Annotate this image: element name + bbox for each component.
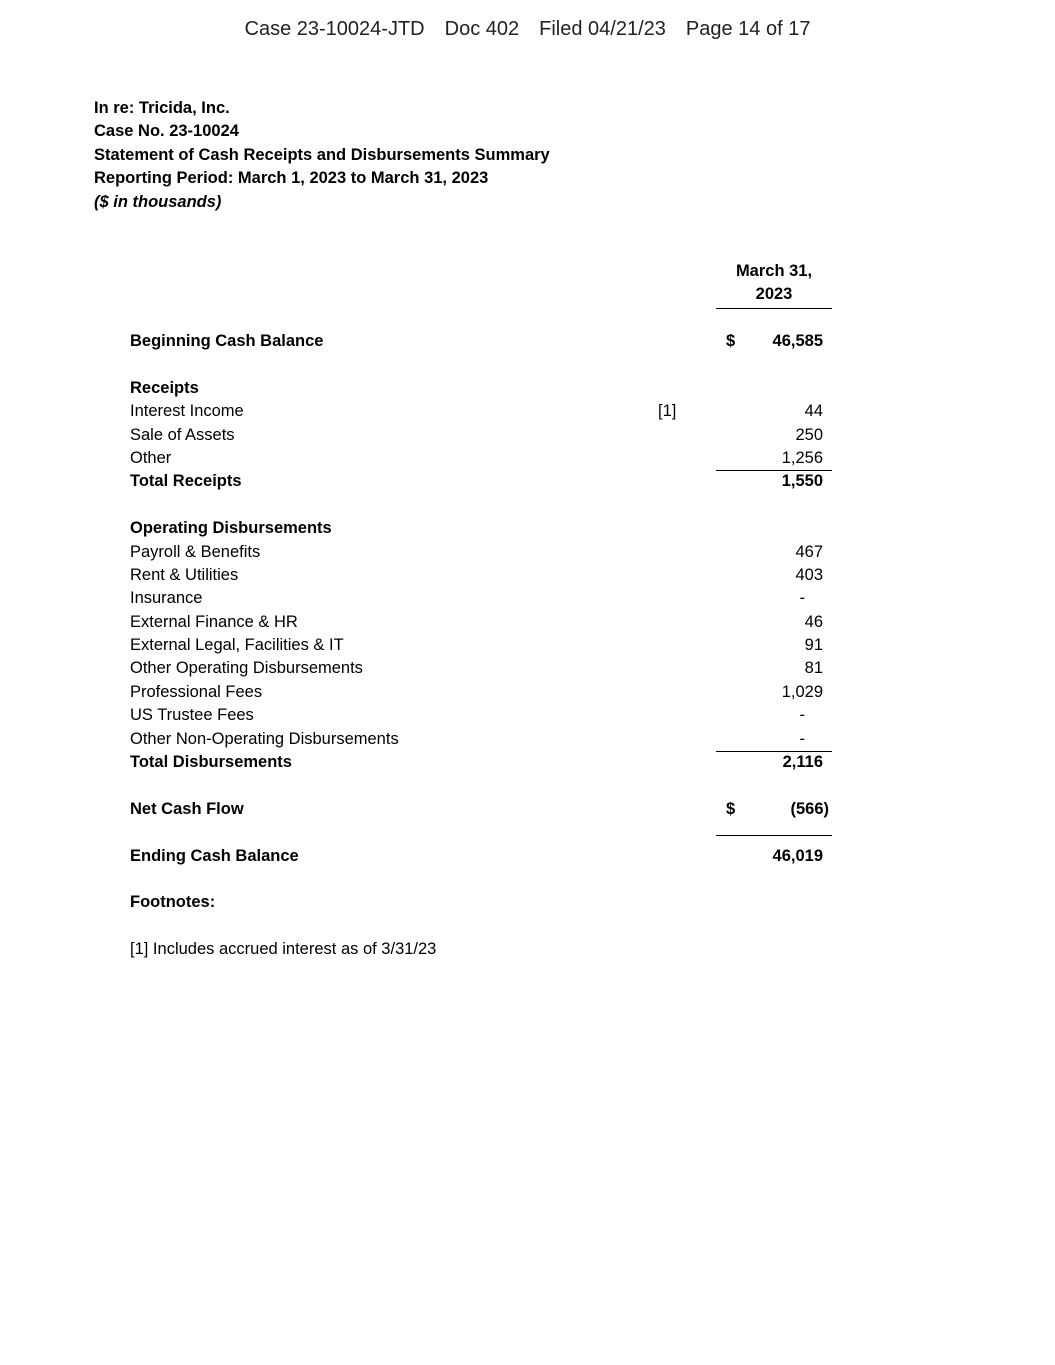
filing-header — [0, 18, 1055, 41]
disbursement-row — [130, 587, 832, 610]
disbursement-row — [130, 541, 832, 564]
receipt-value: 250 — [795, 425, 823, 444]
disbursement-value: 403 — [795, 565, 823, 584]
disbursement-value: 81 — [804, 659, 823, 678]
total-disbursements-label: Total Disbursements — [130, 753, 292, 772]
net-cash-flow-value: (566) — [790, 799, 829, 818]
currency-symbol: $ — [726, 332, 736, 350]
debtor-name: In re: Tricida, Inc. — [94, 99, 230, 117]
filed-date-stamp: Filed 04/21/23 — [539, 18, 666, 40]
reporting-period: Reporting Period: March 1, 2023 to March 31, 2023 — [94, 169, 489, 188]
report-title-block — [94, 97, 550, 214]
statement-title: Statement of Cash Receipts and Disbursements Summary — [94, 145, 550, 164]
case-number: Case No. 23-10024 — [94, 122, 239, 141]
receipt-row — [130, 424, 832, 447]
disbursement-value: 46 — [804, 612, 823, 631]
footnote-reference: [1] — [658, 402, 677, 421]
column-header-month: March 31, — [735, 262, 813, 280]
disbursement-value: 467 — [795, 542, 823, 561]
disbursement-label: Other Operating Disbursements — [130, 659, 363, 678]
receipt-row — [130, 447, 832, 470]
receipt-label: Sale of Assets — [130, 425, 235, 444]
currency-symbol: $ — [726, 799, 736, 818]
total-receipts-row — [130, 470, 832, 493]
disbursements-heading: Operating Disbursements — [130, 519, 332, 538]
footnote-row — [130, 938, 832, 961]
disbursement-label: Professional Fees — [130, 682, 263, 701]
total-receipts-value: 1,550 — [781, 472, 823, 491]
case-number-stamp: Case 23-10024-JTD — [244, 18, 425, 40]
receipt-value: 44 — [804, 402, 823, 421]
net-cash-flow-label: Net Cash Flow — [130, 799, 244, 818]
disbursement-row — [130, 634, 832, 657]
total-disbursements-row — [130, 751, 832, 774]
disbursement-row — [130, 611, 832, 634]
cash-statement-table — [130, 330, 832, 962]
disbursement-row — [130, 728, 832, 751]
beginning-cash-label: Beginning Cash Balance — [130, 332, 324, 350]
disbursement-label: Insurance — [130, 589, 203, 608]
ending-cash-value: 46,019 — [772, 846, 823, 865]
receipt-value: 1,256 — [781, 448, 823, 467]
receipt-row — [130, 400, 832, 423]
disbursement-row — [130, 657, 832, 680]
net-cash-flow-row — [130, 798, 832, 821]
disbursement-row — [130, 564, 832, 587]
disbursement-row — [130, 681, 832, 704]
disbursement-label: External Finance & HR — [130, 612, 298, 631]
ending-cash-label: Ending Cash Balance — [130, 846, 299, 865]
footnote-text: [1] Includes accrued interest as of 3/31/23 — [130, 940, 437, 959]
disbursement-label: Other Non-Operating Disbursements — [130, 729, 399, 748]
ending-cash-row — [130, 845, 832, 868]
period-column-header — [716, 260, 832, 309]
footnotes-heading: Footnotes: — [130, 893, 216, 912]
disbursement-label: US Trustee Fees — [130, 706, 254, 725]
disbursement-label: Rent & Utilities — [130, 565, 239, 584]
disbursement-label: External Legal, Facilities & IT — [130, 636, 344, 655]
footnotes-heading-row — [130, 891, 832, 914]
disbursement-row — [130, 704, 832, 727]
receipts-heading: Receipts — [130, 378, 199, 397]
doc-number-stamp: Doc 402 — [444, 18, 520, 40]
receipts-heading-row — [130, 377, 832, 400]
beginning-cash-row — [130, 330, 832, 353]
disbursement-value: 91 — [804, 636, 823, 655]
column-header-year: 2023 — [755, 285, 793, 304]
page-number-stamp: Page 14 of 17 — [685, 18, 811, 40]
disbursements-heading-row — [130, 517, 832, 540]
receipt-label: Other — [130, 448, 172, 467]
disbursement-value: - — [799, 589, 805, 608]
disbursement-label: Payroll & Benefits — [130, 542, 261, 561]
disbursement-value: - — [799, 706, 805, 725]
total-receipts-label: Total Receipts — [130, 472, 242, 491]
units-note: ($ in thousands) — [94, 192, 222, 211]
beginning-cash-value: 46,585 — [772, 332, 823, 350]
disbursement-value: 1,029 — [781, 682, 823, 701]
total-disbursements-value: 2,116 — [782, 753, 823, 772]
disbursement-value: - — [799, 729, 805, 748]
receipt-label: Interest Income — [130, 402, 244, 421]
